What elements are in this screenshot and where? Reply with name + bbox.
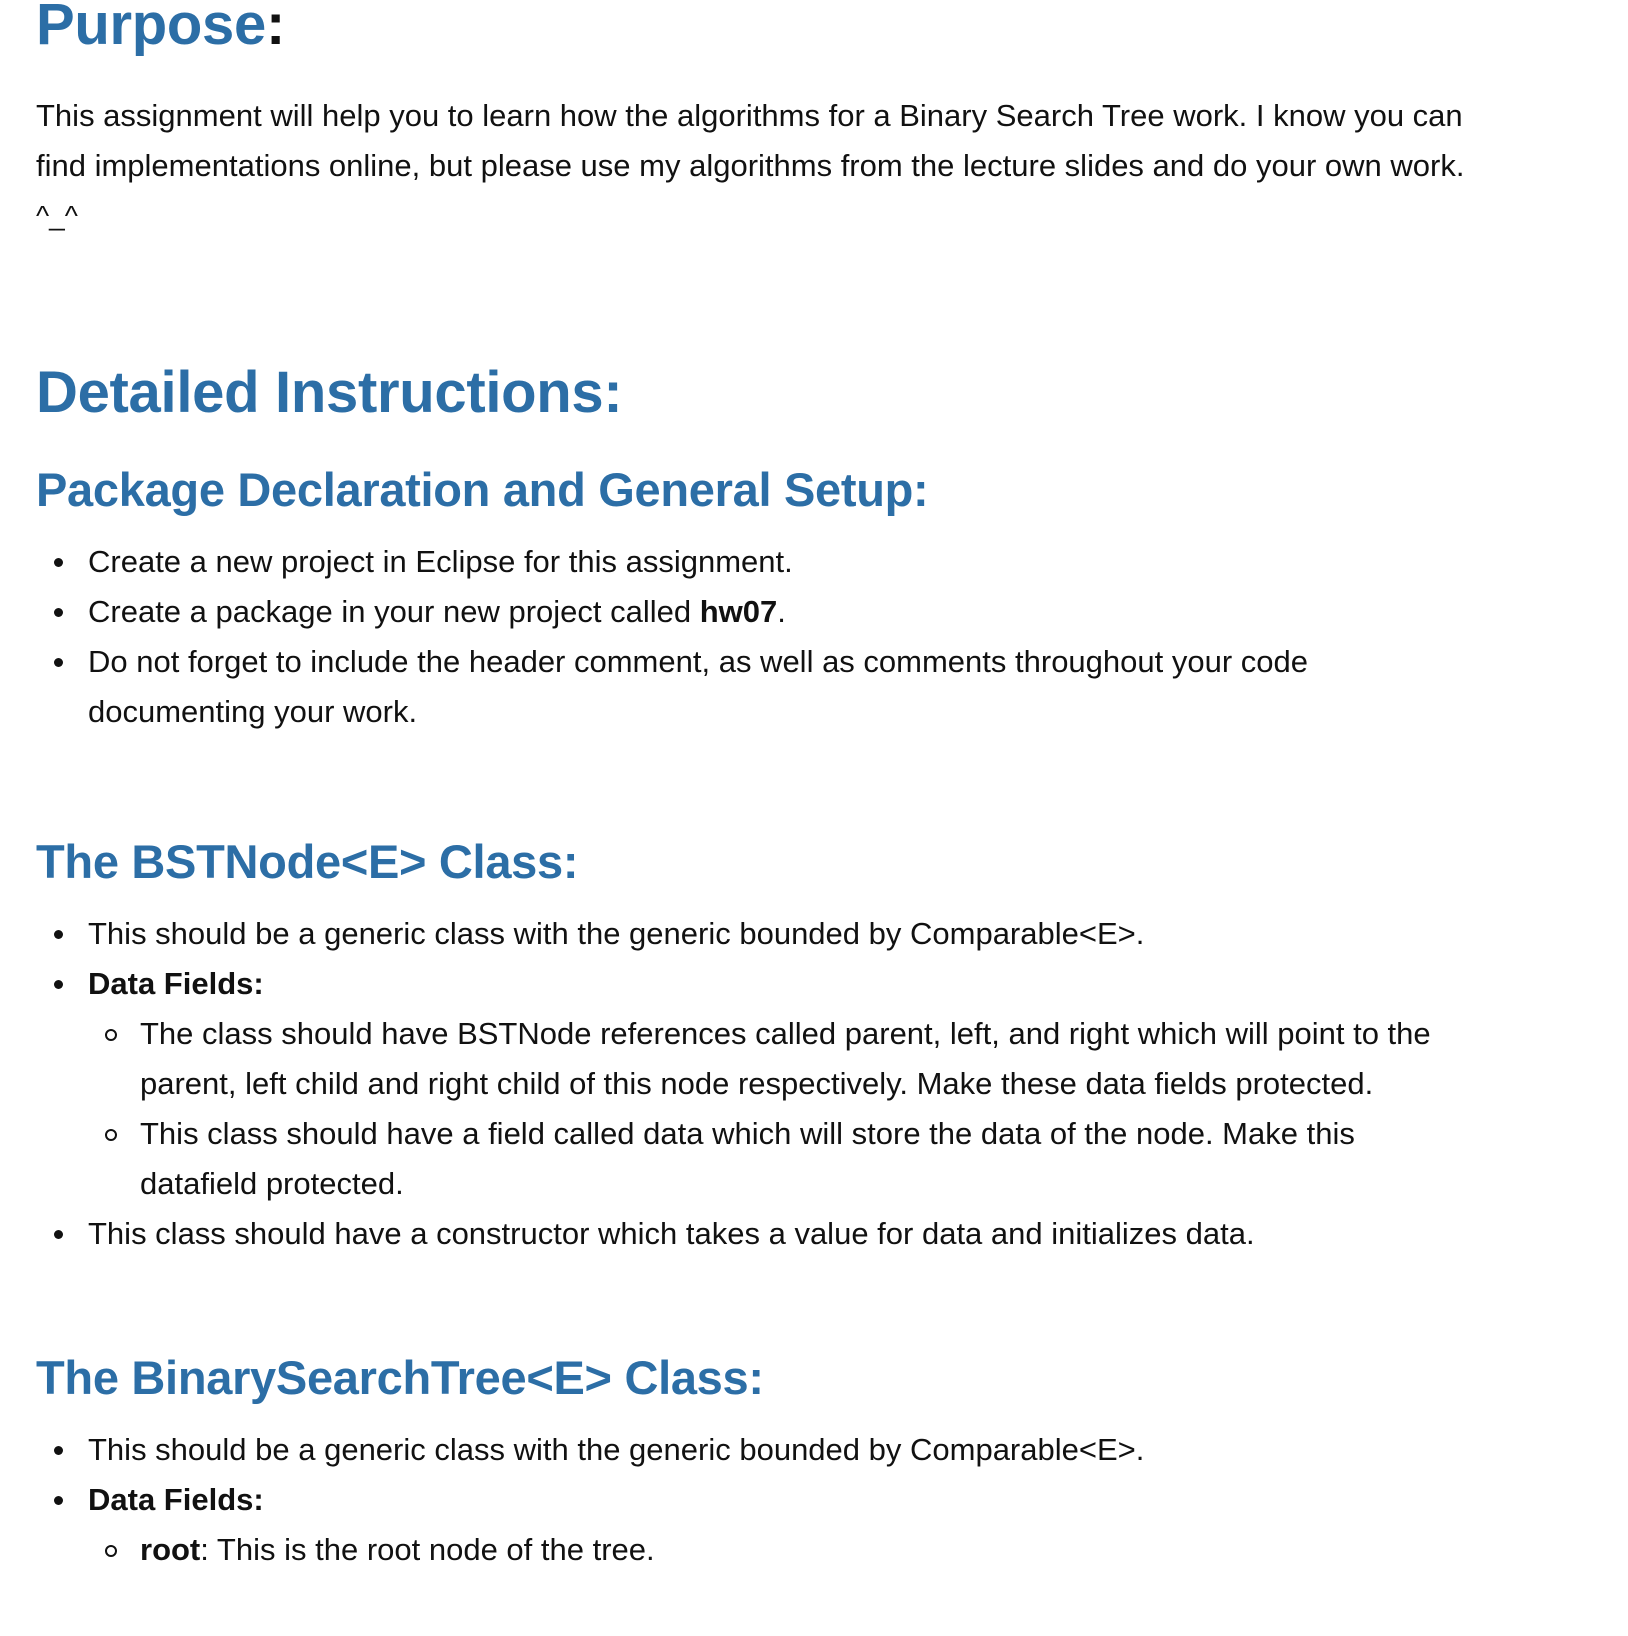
field-description: : This is the root node of the tree. bbox=[200, 1532, 655, 1567]
bstnode-heading: The BSTNode<E> Class: bbox=[36, 835, 579, 888]
field-name-root: root bbox=[140, 1532, 201, 1567]
data-field-line-1: This class should have a field called data which will store the data of the node. Make this bbox=[140, 1116, 1355, 1151]
bstnode-item bbox=[36, 959, 1431, 1209]
purpose-line-2: find implementations online, but please use my algorithms from the lecture slides and do your own work. bbox=[36, 148, 1465, 183]
bullet-disc-icon bbox=[54, 980, 63, 989]
bstnode-data-field-item bbox=[88, 1009, 1431, 1109]
setup-item-text-pre: Create a package in your new project called bbox=[88, 594, 700, 629]
bst-list bbox=[36, 1425, 1144, 1575]
bst-item bbox=[36, 1425, 1144, 1475]
bst-item bbox=[36, 1475, 1144, 1575]
bullet-disc-icon bbox=[54, 930, 63, 939]
setup-item-line-1: Do not forget to include the header comment, as well as comments throughout your code bbox=[88, 644, 1309, 679]
purpose-smiley: ^_^ bbox=[36, 200, 78, 231]
package-name: hw07 bbox=[699, 594, 778, 629]
bullet-disc-icon bbox=[54, 608, 63, 617]
bstnode-item bbox=[36, 1209, 1431, 1259]
bst-data-field-item bbox=[88, 1525, 1144, 1575]
purpose-heading bbox=[36, 0, 285, 57]
bstnode-item-text: This class should have a constructor which takes a value for data and initializes data. bbox=[88, 1216, 1255, 1251]
detailed-instructions-heading: Detailed Instructions: bbox=[36, 360, 623, 425]
bst-item-text: This should be a generic class with the generic bounded by Comparable<E>. bbox=[88, 1432, 1145, 1467]
bullet-disc-icon bbox=[54, 658, 63, 667]
data-field-line-1: The class should have BSTNode references called parent, left, and right which will point to the bbox=[140, 1016, 1431, 1051]
bullet-disc-icon bbox=[54, 558, 63, 567]
bstnode-item-text: This should be a generic class with the generic bounded by Comparable<E>. bbox=[88, 916, 1145, 951]
bst-heading: The BinarySearchTree<E> Class: bbox=[36, 1351, 764, 1404]
setup-item-text: Create a new project in Eclipse for this assignment. bbox=[88, 544, 793, 579]
bstnode-data-field-item bbox=[88, 1109, 1431, 1209]
bullet-disc-icon bbox=[54, 1230, 63, 1239]
setup-item bbox=[36, 637, 1308, 737]
bstnode-list bbox=[36, 909, 1431, 1259]
purpose-line-1: This assignment will help you to learn how the algorithms for a Binary Search Tree work. I know you can bbox=[36, 98, 1463, 133]
purpose-paragraph bbox=[36, 91, 1464, 241]
setup-item-line-2: documenting your work. bbox=[88, 694, 418, 729]
setup-item bbox=[36, 537, 1308, 587]
bullet-disc-icon bbox=[54, 1446, 63, 1455]
bstnode-data-fields-list bbox=[88, 1009, 1431, 1209]
purpose-heading-colon: : bbox=[265, 0, 285, 57]
data-fields-label: Data Fields: bbox=[88, 1482, 264, 1517]
bullet-circle-icon bbox=[105, 1029, 117, 1041]
setup-list bbox=[36, 537, 1308, 737]
bst-data-fields-list bbox=[88, 1525, 1144, 1575]
bstnode-item bbox=[36, 909, 1431, 959]
data-field-line-2: parent, left child and right child of this node respectively. Make these data fields protected. bbox=[140, 1066, 1374, 1101]
bullet-circle-icon bbox=[105, 1545, 117, 1557]
setup-heading: Package Declaration and General Setup: bbox=[36, 463, 929, 516]
data-field-line-2: datafield protected. bbox=[140, 1166, 404, 1201]
purpose-heading-text: Purpose bbox=[36, 0, 266, 57]
data-fields-label: Data Fields: bbox=[88, 966, 264, 1001]
bullet-disc-icon bbox=[54, 1496, 63, 1505]
setup-item bbox=[36, 587, 1308, 637]
bullet-circle-icon bbox=[105, 1129, 117, 1141]
setup-item-text-post: . bbox=[777, 594, 786, 629]
